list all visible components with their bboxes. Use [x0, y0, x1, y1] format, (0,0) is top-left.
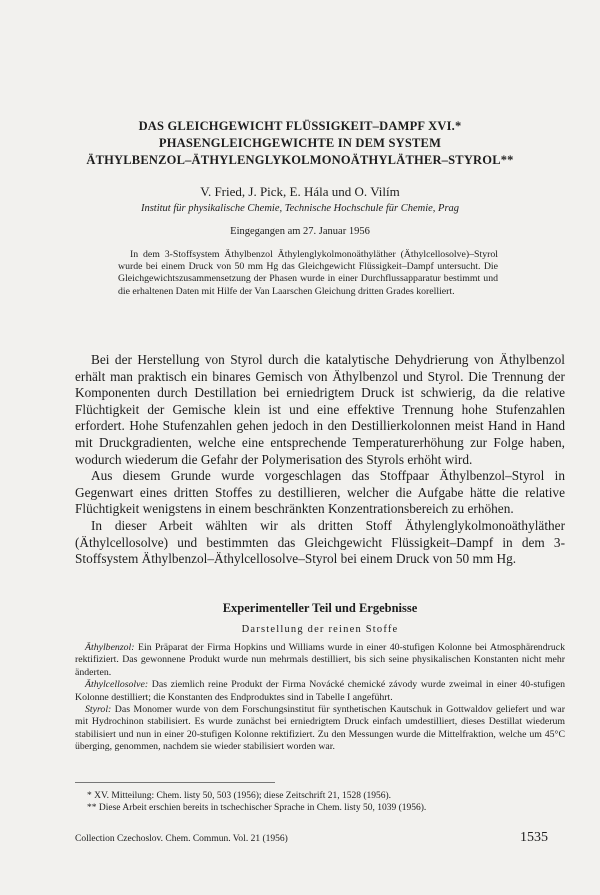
material-text: Das Monomer wurde von dem Forschungsinstitut für synthetischen Kautschuk in Gottwaldov geliefert und war mit Hydrochinon stabilisiert. Es wurde zunächst bei erniedrigtem Druck einfach umdestilliert, dieses Destillat wiederum stabilisiert und nun in einer 20-stufigen Kolonne rektifiziert. Zu den Messungen wurde die Mittelfraktion, welche um 45°C überging, genommen, nachdem sie wieder stabilisiert worden war. — [75, 704, 565, 753]
authors: V. Fried, J. Pick, E. Hála und O. Vilím — [200, 184, 400, 199]
journal-footer: Collection Czechoslov. Chem. Commun. Vol. 21 (1956) — [75, 834, 288, 844]
material-label: Äthylcellosolve: — [85, 679, 149, 691]
abstract: In dem 3-Stoffsystem Äthylbenzol Äthylenglykolmonoäthyläther (Äthylcellosolve)–Styrol wurde bei einem Druck von 50 mm Hg das Gleichgewicht Flüssigkeit–Dampf untersucht. Die Gleichgewichtszusammensetzung der Phasen wurde in einer Durchflussapparatur bestimmt und die erhaltenen Daten mit Hilfe der Van Laarschen Gleichung dritten Grades korelliert. — [118, 249, 498, 297]
footnotes — [75, 790, 565, 814]
material-text: Ein Präparat der Firma Hopkins und Williams wurde in einer 40-stufigen Kolonne bei Atmosphärendruck rektifiziert. Das gewonnene Produkt wurde nun mehrmals destilliert, bis sich seine physikalischen Konstanten nicht mehr änderten. — [75, 642, 565, 678]
page-number: 1535 — [520, 830, 548, 845]
materials-section — [75, 642, 565, 754]
material-label: Äthylbenzol: — [85, 642, 135, 653]
body-paragraph-3: In dieser Arbeit wählten wir als dritten Stoff Äthylenglykolmonoäthyläther (Äthylcellosolve) und bestimmten das Gleichgewicht Flüssigkeit–Dampf in dem 3-Stoffsystem Äthylbenzol–Äthylcellosolve–Styrol bei einem Druck von 50 mm Hg. — [75, 517, 565, 567]
footnote-1: * XV. Mitteilung: Chem. listy 50, 503 (1956); diese Zeitschrift 21, 1528 (1956). — [87, 791, 392, 801]
received-date: Eingegangen am 27. Januar 1956 — [230, 226, 370, 237]
material-text: Das ziemlich reine Produkt der Firma Novácké chemické závody wurde zweimal in einer 40-stufigen Kolonne destilliert; die Konstanten des Endproduktes sind in Tabelle I angeführt. — [75, 679, 565, 703]
material-ethylbenzene — [75, 642, 565, 679]
body-paragraph-1: Bei der Herstellung von Styrol durch die katalytische Dehydrierung von Äthylbenzol erhält man praktisch ein binares Gemisch von Äthylbenzol und Styrol. Die Trennung der Komponenten durch Destillation bei erniedrigtem Druck ist schwierig, da die relative Flüchtigkeit der Gemische klein ist und eine effektive Trennung hohe Stufenzahlen erfordert. Hohe Stufenzahlen gehen jedoch in den Destillierkolonnen meist Hand in Hand mit Druckgradienten, welche eine entsprechende Temperaturerhöhung zur Folge haben, wodurch wiederum die Gefahr der Polymerisation des Styrols erhöht wird. — [75, 352, 565, 467]
section-heading: Experimenteller Teil und Ergebnisse — [222, 601, 418, 615]
material-styrene — [75, 704, 565, 754]
institute: Institut für physikalische Chemie, Technische Hochschule für Chemie, Prag — [140, 203, 460, 214]
title-line-1: DAS GLEICHGEWICHT FLÜSSIGKEIT–DAMPF XVI.* — [138, 119, 462, 133]
material-ethylcellosolve — [75, 679, 565, 704]
subsection-heading: Darstellung der reinen Stoffe — [241, 624, 399, 635]
footnote-divider — [75, 782, 275, 783]
body-text — [75, 352, 565, 568]
article-title — [60, 118, 540, 169]
title-line-2: PHASENGLEICHGEWICHTE IN DEM SYSTEM — [158, 136, 442, 150]
material-label: Styrol: — [85, 704, 112, 716]
footnote-2: ** Diese Arbeit erschien bereits in tschechischer Sprache in Chem. listy 50, 1039 (1956). — [87, 803, 427, 813]
body-paragraph-2: Aus diesem Grunde wurde vorgeschlagen das Stoffpaar Äthylbenzol–Styrol in Gegenwart eines dritten Stoffes zu destillieren, welcher die Aufgabe hätte die relative Flüchtigkeit wenigstens in einem beschränkten Konzentrationsbereich zu erhöhen. — [75, 468, 565, 517]
title-line-3: ÄTHYLBENZOL–ÄTHYLENGLYKOLMONOÄTHYLÄTHER–STYROL** — [86, 153, 514, 167]
